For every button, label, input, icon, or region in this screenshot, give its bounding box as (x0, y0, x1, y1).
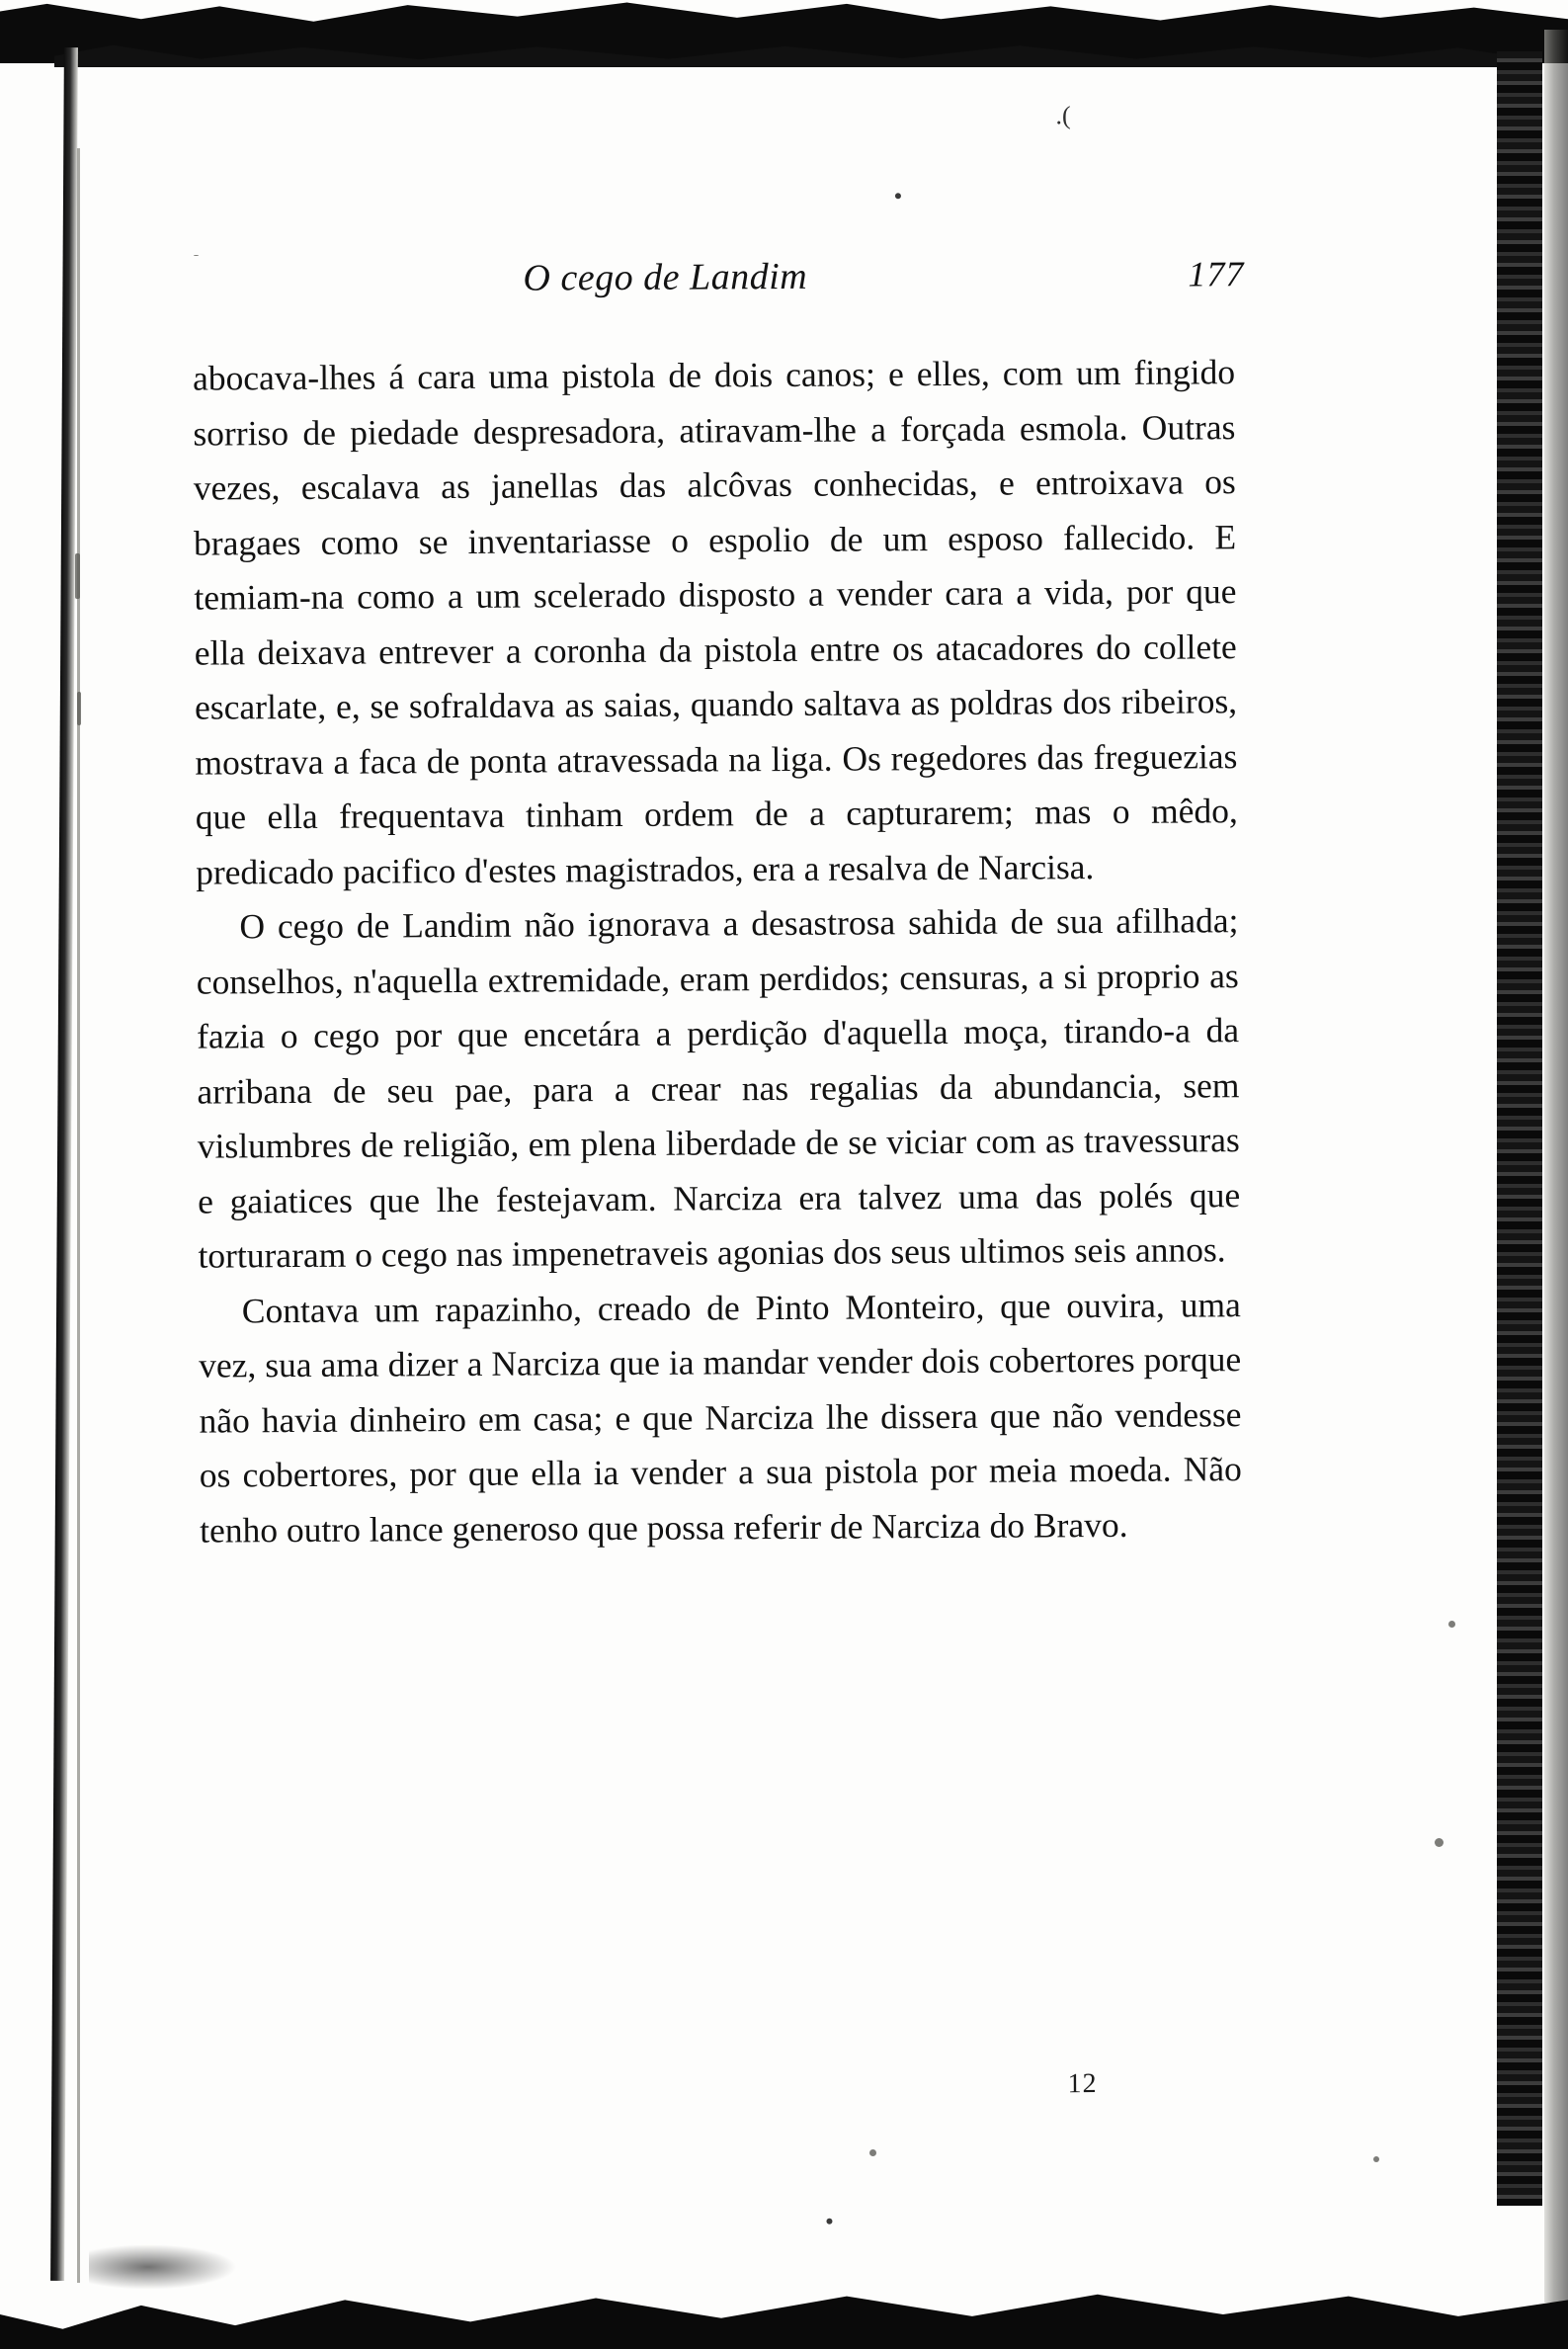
page-number: 177 (1188, 254, 1245, 294)
body-text-column (193, 345, 1242, 1557)
page-header (197, 252, 1244, 301)
ink-dot-mark (895, 193, 901, 199)
running-title: O cego de Landim (523, 255, 808, 299)
paragraph: Contava um rapazinho, creado de Pinto Monteiro, que ouvira, uma vez, sua ama dizer a Narciza que ia mandar vender dois cobertores porque não havia dinheiro em casa; e que Narciza lhe dissera que não vendesse os cobertores, por que ella ia vender a sua pistola por meia moeda. Não tenho outro lance generoso que possa referir de Narciza do Bravo. (199, 1284, 1242, 1551)
paragraph: abocava-lhes á cara uma pistola de dois canos; e elles, com um fingido sorriso de piedade despresadora, atiravam-lhe a forçada esmola. Outras vezes, escalava as janellas das alcôvas conhecidas, e entroixava os bragaes como se inventariasse o espolio de um esposo fallecido. E temiam-na como a um scelerado disposto a vender cara a vida, por que ella deixava entrever a coronha da pistola entre os atacadores do collete escarlate, e, se sofraldava as saias, quando saltava as poldras dos ribeiros, mostrava a faca de ponta atravessada na liga. Os regedores das freguezias que ella frequentava tinham ordem de a capturarem; mas o mêdo, predicado pacifico d'estes magistrados, era a resalva de Narcisa. (192, 352, 1238, 892)
ink-dot-mark (826, 2219, 832, 2224)
signature-mark: 12 (1067, 2068, 1098, 2100)
paragraph: O cego de Landim não ignorava a desastrosa sahida de sua afilhada; conselhos, n'aquella extremidade, eram perdidos; censuras, a si proprio as fazia o cego por que encetára a perdição d'aquella moça, tirando-a da arribana de seu pae, para a crear nas regalias da abundancia, sem vislumbres de religião, em plena liberdade de se viciar com as travessuras e gaiatices que lhe festejavam. Narciza era talvez uma das polés que torturaram o cego nas impenetraveis agonias dos seus ultimos seis annos. (196, 900, 1241, 1276)
top-margin-mark: .( (1055, 101, 1071, 130)
